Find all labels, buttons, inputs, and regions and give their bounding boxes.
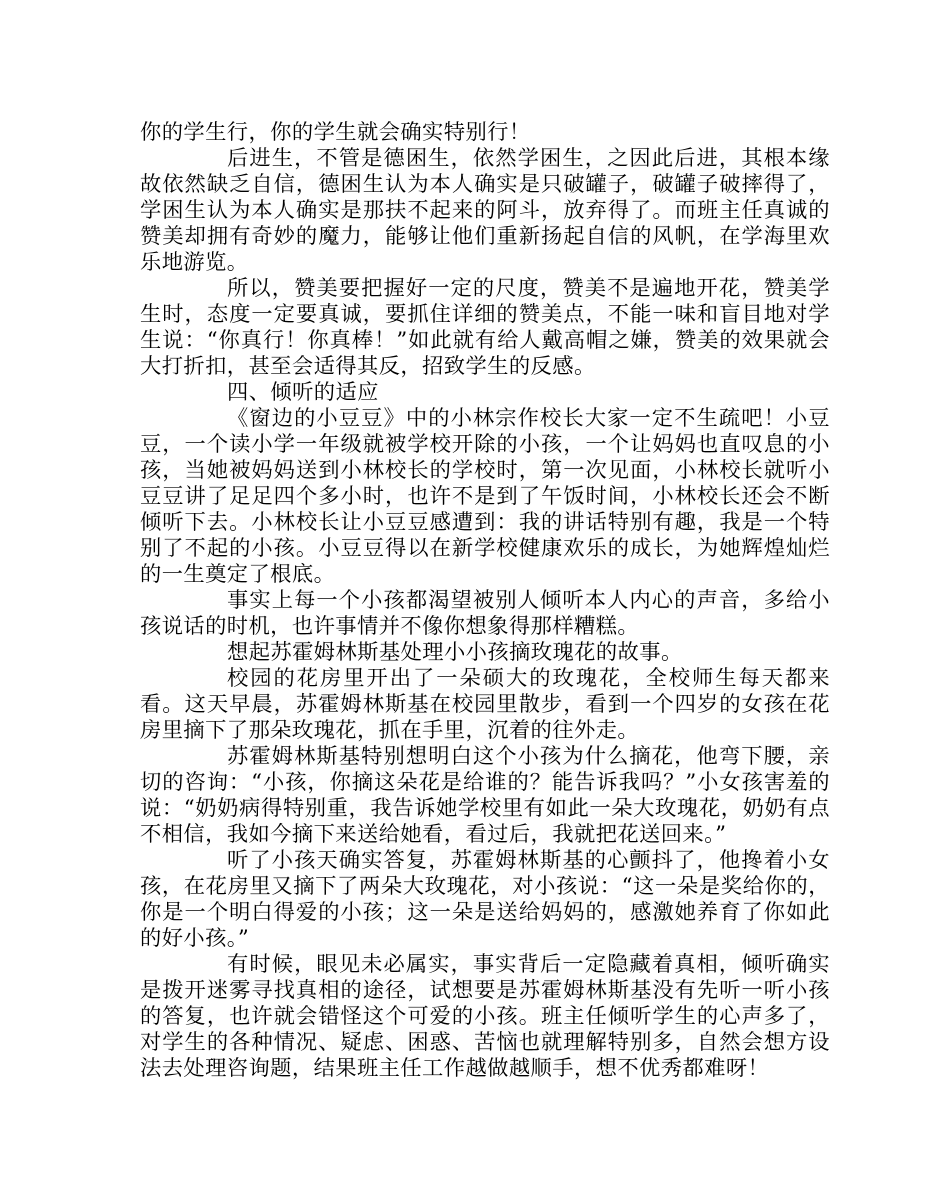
paragraph-2: 后进生，不管是德困生，依然学困生，之因此后进，其根本缘故依然缺乏自信，德困生认为本人确实是只破罐子，破罐子破摔得了，学困生认为本人确实是那扶不起来的阿斗，放弃得了。而班主任真诚的赞美却拥有奇妙的魔力，能够让他们重新扬起自信的风帆，在学海里欢乐地游览。 xyxy=(140,146,830,275)
paragraph-11: 有时候，眼见未必属实，事实背后一定隐藏着真相，倾听确实是拨开迷雾寻找真相的途径，试想要是苏霍姆林斯基没有先听一听小孩的答复，也许就会错怪这个可爱的小孩。班主任倾听学生的心声多了，对学生的各种情况、疑虑、困惑、苦恼也就理解特别多，自然会想方设法去处理咨询题，结果班主任工作越做越顺手，想不优秀都难呀！ xyxy=(140,952,830,1081)
document-body xyxy=(140,120,830,1082)
paragraph-5: 《窗边的小豆豆》中的小林宗作校长大家一定不生疏吧！小豆豆，一个读小学一年级就被学校开除的小孩，一个让妈妈也直叹息的小孩，当她被妈妈送到小林校长的学校时，第一次见面，小林校长就听小豆豆讲了足足四个多小时，也许不是到了午饭时间，小林校长还会不断倾听下去。小林校长让小豆豆感遭到：我的讲话特别有趣，我是一个特别了不起的小孩。小豆豆得以在新学校健康欢乐的成长，为她辉煌灿烂的一生奠定了根底。 xyxy=(140,406,830,587)
paragraph-8: 校园的花房里开出了一朵硕大的玫瑰花，全校师生每天都来看。这天早晨，苏霍姆林斯基在校园里散步，看到一个四岁的女孩在花房里摘下了那朵玫瑰花，抓在手里，沉着的往外走。 xyxy=(140,666,830,743)
paragraph-1: 你的学生行，你的学生就会确实特别行！ xyxy=(140,120,531,145)
paragraph-6: 事实上每一个小孩都渴望被别人倾听本人内心的声音，多给小孩说话的时机，也许事情并不像你想象得那样糟糕。 xyxy=(140,588,830,639)
paragraph-3: 所以，赞美要把握好一定的尺度，赞美不是遍地开花，赞美学生时，态度一定要真诚，要抓住详细的赞美点，不能一味和盲目地对学生说：“你真行！你真棒！”如此就有给人戴高帽之嫌，赞美的效果就会大打折扣，甚至会适得其反，招致学生的反感。 xyxy=(140,276,830,379)
paragraph-10: 听了小孩天确实答复，苏霍姆林斯基的心颤抖了，他搀着小女孩，在花房里又摘下了两朵大玫瑰花，对小孩说：“这一朵是奖给你的，你是一个明白得爱的小孩；这一朵是送给妈妈的，感激她养育了你如此的好小孩。” xyxy=(140,848,830,951)
section-heading: 四、倾听的适应 xyxy=(227,380,379,405)
paragraph-7: 想起苏霍姆林斯基处理小小孩摘玫瑰花的故事。 xyxy=(227,640,683,665)
paragraph-9: 苏霍姆林斯基特别想明白这个小孩为什么摘花，他弯下腰，亲切的咨询：“小孩，你摘这朵花是给谁的？能告诉我吗？”小女孩害羞的说：“奶奶病得特别重，我告诉她学校里有如此一朵大玫瑰花，奶奶有点不相信，我如今摘下来送给她看，看过后，我就把花送回来。” xyxy=(140,744,830,847)
